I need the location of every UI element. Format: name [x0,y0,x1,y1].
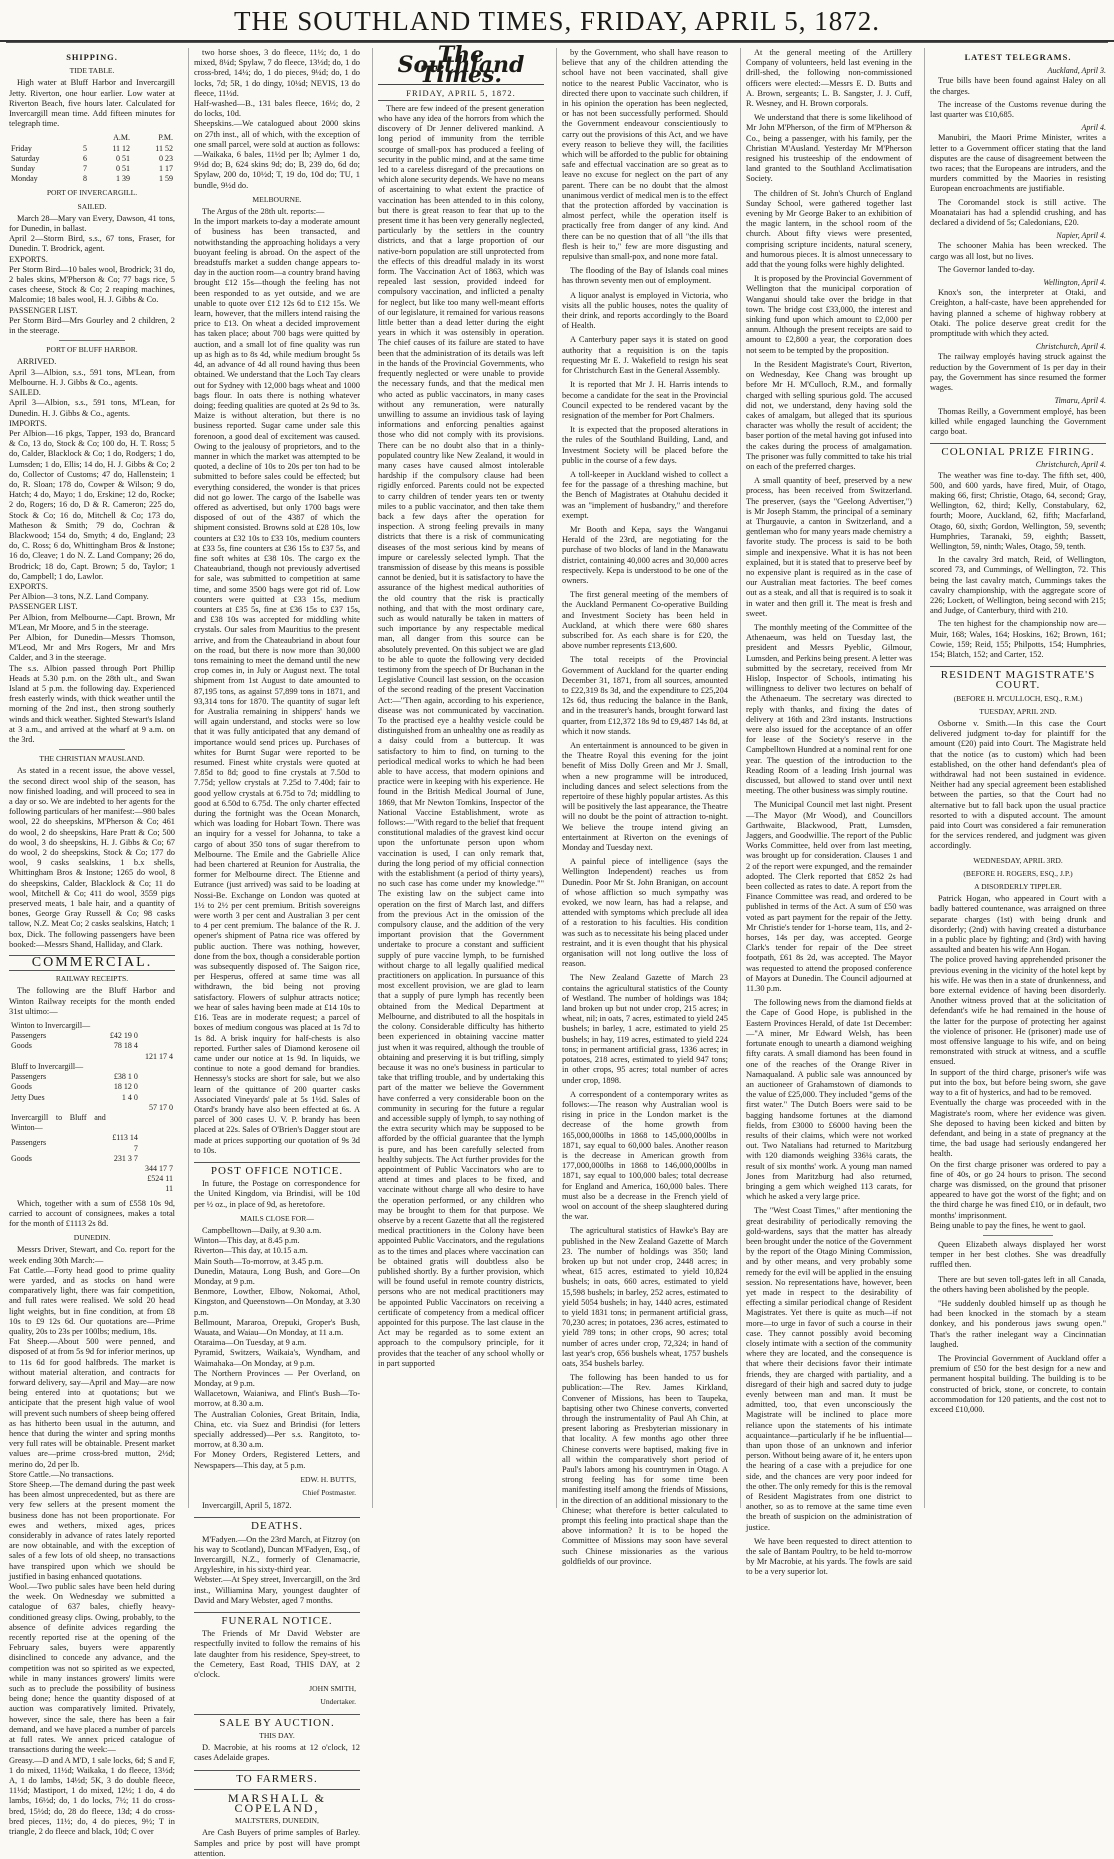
table-cell: Bluff to Invercargill— [11,1061,84,1071]
telegram-paragraph: True bills have been found against Haley on all the charges. [930,76,1106,96]
railway-intro: The following are the Bluff Harbor and Winton Railway receipts for the month ended 31st ultimo:— [9,986,175,1016]
table-cell [108,1174,140,1194]
rmc-case-2: Patrick Hogan, who appeared in Court with a badly battered countenance, was arraigned on three separate charges (1st) with being drunk and disorderly; (2nd) with having created a disturbance in a public place by fighting; and (3rd) with having assaulted and beaten his wife Ann Hogan. The police proved having apprehended prisoner the previous evening in the vicinity of the hotel kept by his wife. He was then in a state of drunkenness, and bore external evidence of having been disorderly. Another witness proved that at the solicitation of defendant's wife he had remained in the house of the latter for the purpose of protecting her against the violence of prisoner. He (prisoner) made use of most offensive language to his wife, and on being remonstrated with struck at witness, and a scuffle ensued. In support of the third charge, prisoner's wife was put into the box, but before being sworn, she gave way to a fit of hysterics, and had to be removed. Eventually the charge was proceeded with in the Magistrate's room, where her evidence was given. She deposed to having been kicked and bitten by defendant, and being in a state of pregnancy at the time, the bad usage had seriously endangered her health. On the first charge prisoner was ordered to pay a fine of 40s, or go 24 hours to prison. The second charge was dismissed, on the ground that prisoner appeared to have got the worst of the fight; and on the third charge he was fined £10, or in default, two months' imprisonment. Being unable to pay the fines, he went to gaol. [930,894,1106,1230]
table-cell [140,1093,175,1103]
rmc-case-1: Osborne v. Smith.—In this case the Court delivered judgment to-day for plaintiff for the amount (£20) paid into Court. The Magistrate held that the notice (as to custom) which had been established, on the other hand defendant's plea of withdrawal had not been sustained in evidence. Neither had any special agreement been established between the parties, so that the Court had no alternative but to fall back upon the usual practice resorted to with a disputed account. The amount paid into Court was considered a fair remuneration for the services rendered, and judgment was given accordingly. [930,718,1106,851]
paragraph: The Provincial Government of Auckland offer a premium of £50 for the best design for a new and permanent hospital building. The building is to be constructed of brick, stone, or concrete, to contain accommodation for 120 patients, and the cost not to exceed £10,000. [930,1353,1106,1414]
table-cell [140,1154,175,1164]
table-cell: Invercargill to Bluff and Winton— [11,1112,106,1133]
mails-heading: MAILS CLOSE FOR— [240,1213,314,1223]
telegram-dateline: Auckland, April 3. [1047,66,1106,76]
post-signature-title: Chief Postmaster. [302,1488,356,1498]
christian-mausland-text: As stated in a recent issue, the above vessel, the second direct wool ship of the season, has now finished loading, and will proceed to sea in a day or so. We are indebted to her agents for the following particulars of her manifest:—980 bales wool, 22 do sheepskins, M'Pherson & Co; 461 do wool, 2 do sheepskins, Hare Pratt & Co; 500 do wool, 3 do sheepskins, H. J. Gibbs & Co; 67 do wool, 2 do sheepskins, Stock & Co; 177 do wool, 9 casks sealskins, 1 b.x shells, Whittingham Bros & Instone; 1265 do wool, 8 do sheepskins, Calder, Blacklock & Co; 11 do wool, Mitchell & Co; 411 do wool, 3559 pigs preserved meats, 1 bale hair, and a quantity of bones, George Gray Russell & Co; 98 casks tallow, N.Z. Meat Co; 2 casks sealskins, Hatch; 1 box, Dick. The following passengers have been booked:—Messrs Shand, Halliday, and Clark. [9,766,175,949]
funeral-signature-title: Undertaker. [320,1697,356,1707]
table-row [9,1041,175,1051]
paragraph: In the Resident Magistrate's Court, Riverton, on Wednesday, Kee Chang was brought up before Mr H. M'Culloch, R.M., and formally charged with selling spurious gold. The accused did not, we understand, deny having sold the cakes of amalgam, but alleged that its spurious character was wholly the result of accident; the baser portion of the metal having got infused into the cakes during the process of amalgamation. The prisoner was fully committed to take his trial on each of the preferred charges. [746,359,912,471]
paragraph: A liquor analyst is employed in Victoria, who visits all the public houses, notes the quality of their drink, and reports accordingly to the Board of Health. [562,290,728,331]
telegram-paragraph: The railway employés having struck against the reduction by the Government of 1s per day in their pay, the Government has since resumed the former wages. [930,352,1106,393]
wool-continued-text: two horse shoes, 3 do fleece, 11½; do, 1 do mixed, 8¼d; Spylaw, 7 do fleece, 13½d; do, 1 do cross-bred, 14¼; do, 1 do pieces, 9¼d; do, 1 do locks, 7d; 5R, 1 do dingy, 10¼d; NEVIS, 13 do fleece, 11½d. Half-washed—B., 131 bales fleece, 16½; do, 2 do locks, 10d. Sheepskins.—We catalogued about 2000 skins on 27th inst., all of which, with the exception of one small parcel, were sold at auction as follows:—Waikaka, 6 bales, 11½d per lb; Aylmer 1 do, 9½d do; B, 624 skins 9d; do; B, 239 do, 6d do; Spylaw, 200 do, 10½d; T, 19 do, 10d do; TU, 1 bundle, 9½d do. [194,48,360,190]
table-cell: 5 [83,143,88,153]
telegram-dateline: April 4. [1081,123,1106,133]
latest-telegrams-heading: LATEST TELEGRAMS. [964,53,1072,62]
table-cell: 1 39 [116,174,131,184]
rmc-case-title: A DISORDERLY TIPPLER. [974,882,1062,892]
table-header-row [9,133,175,143]
paragraph: The following has been handed to us for publication:—The Rev. James Kirkland, Convener of Missions, has been to Taupeka, baptising other two Chinese converts, converted through the instrumentality of Paul Ah Chin, at present laboring as Presbyterian missionary in that locality. A few months ago other three Chinese converts were baptised, making five in all within the comparatively short period of Paul's labors among his countrymen in Otago. A strong feeling has for some time been manifesting itself among the friends of Missions, in the direction of an additional missionary to the Chinese; what therefore is better calculated to prompt this feeling into practical shape than the above information? It is to be hoped the Committee of Missions may soon have several such Chinese missionaries as the various goldfields of our province. [562,1373,728,1566]
table-row [9,174,175,184]
port-invercargill-text: March 28—Mary van Every, Dawson, 41 tons, for Dunedin, in ballast. April 2—Storm Bird, s.s., 67 tons, Fraser, for Dunedin. T. Brodrick, agent. EXPORTS. Per Storm Bird—10 bales wool, Brodrick; 31 do, 2 bales skins, M'Pherson & Co; 77 bags rice, 5 cases cheese, Stock & Co; 2 reaping machines, Malcomie; 18 bales wool, H. J. Gibbs & Co. PASSENGER LIST. Per Storm Bird—Mrs Gourley and 2 children, 2 in the steerage. [9,213,175,336]
rmc-heading: RESIDENT MAGISTRATE'S COURT. [930,666,1106,690]
section-heading-shipping: SHIPPING. [66,53,118,62]
table-row [9,1031,175,1041]
paper-title-gothic: The Southland Times. [378,50,544,85]
masthead-rule [6,42,1108,43]
table-cell [140,1072,175,1082]
table-cell: 0 51 [116,153,131,163]
table-cell: 1 59 [159,174,173,184]
table-row [9,164,175,174]
table-cell [108,1021,140,1031]
table-cell: Goods [11,1041,32,1051]
sale-heading: SALE BY AUCTION. [194,1714,360,1728]
table-cell [140,1041,175,1051]
deaths-text: M'Fadyen.—On the 23rd March, at Fitzroy (on his way to Scotland), Duncan M'Fadyen, Esq., of Invercargill, N.Z., formerly of Clenamacrie, Argyleshire, in his sixty-third year. Webster.—At Spey street, Invercargill, on the 3rd inst., Williamina Mary, youngest daughter of David and Mary Webster, aged 7 months. [194,1534,360,1605]
divider [59,340,125,341]
table-cell: Goods [11,1082,32,1092]
railway-receipts-heading: RAILWAY RECEIPTS. [55,974,129,984]
telegram-paragraph: The Governor landed to-day. [938,264,1035,274]
table-cell: Friday [11,143,32,153]
paragraph: A toll-keeper in Auckland wished to collect a fee for the passage of a threshing machine, but the Bench of Magistrates at Otahuhu decided it was an "implement of husbandry," and therefore exempt. [562,469,728,520]
melbourne-heading: MELBOURNE. [252,194,302,204]
table-row [9,1174,175,1194]
column-3 [372,42,549,1508]
table-row [9,1113,175,1133]
table-cell [9,1174,108,1194]
tide-intro: High water at Bluff Harbor and Invercargill Jetty. Riverton, one hour earlier. Low water at Riverton Beach, five hours later. Calculated for Invercargill mean time. Add fifteen minutes for telegraph time. [9,78,175,129]
port-invercargill-heading: PORT OF INVERCARGILL. [46,188,138,198]
paragraph: The following news from the diamond fields at the Cape of Good Hope, is published in the Eastern Provinces Herald, of date 1st December:—"A miner, Mr Edward Welsh, has been fortunate enough to unearth a diamond weighing fifty carats. A small diamond has been found in one of the reaches of the Orange River in Namaqualand. A public sale was announced by an auctioneer of Grahamstown of diamonds to the value of £25,000. They included "gems of the first water." The Dutch Boers were said to be bagging handsome fortunes at the diamond fields, from £3000 to £6000 having been the results of their claims, which were not worked out. Two Natalians had returned to Maritzburg with 120 diamonds weighing 336¼ carats, the result of six months' work. A young man named Jones from Maritzburg had also returned, bringing a gem which weighed 113 carats, for which he asked a very large price. [746,998,912,1202]
paragraph: It is proposed by the Provincial Government of Wellington that the municipal corporation of Wanganui should take over the bridge in that town. The bridge cost £33,000, the interest and sinking fund upon which amount to £2,000 per annum. Although the present receipts are said to amount to £2,800 a year, the corporation does not seem to be tempted by the proposition. [746,274,912,355]
telegram-dateline: Christchurch, April 4. [1035,342,1106,352]
table-cell [108,1062,140,1072]
table-row [9,1154,175,1164]
table-cell: Monday [11,174,38,184]
table-cell: Jetty Dues [11,1092,45,1102]
paragraph: A correspondent of a contemporary writes as follows:—The reason why Australian wool is rising in price in the London market is the decrease of the home growth from 165,000,000lbs in 1868 to 145,000,000lbs in 1871, say equal to 60,000 bales. Another reason is the decrease in American growth from 177,000,000lbs in 1868 to 146,000,000lbs in 1871, say equal to 100,000 bales; total decrease for England and America, 160,000 bales. There must also be a decrease in the French yield of wool on account of the sheep slaughtered during the war. [562,1089,728,1222]
paragraph: The "West Coast Times," after mentioning the great desirability of periodically removing the gold-wardens, says that the matter has already been brought under the notice of the Government by the report of the Otago Mining Commission, and by other means, and very probably some remedy for the evil will be applied in the ensuing session. No representations have, however, been yet made in respect to the desirability of effecting a similar periodical change of Resident Magistrates. Yet there is quite as much—if not more—to urge in favor of such a course in their case. They cannot possibly avoid becoming closely intimate with a section of the community where they are located, and the consequence is that where their decisions favor their intimate friends, they are charged with partiality, and a disregard of their high and sacred duty to judge evenly between man and man. It must be admitted, too, that even unconsciously the Magistrate will be inclined to place more reliance upon the statements of his intimate acquaintance—particularly if he be influential—than upon those of an unknown and inferior person. Without being aware of it, he enters upon the hearing of a case with a prejudice for one side, and the chances are very poor indeed for the other. The only remedy for this is the removal of Resident Magistrates from one district to another, so as to remove at the same time even the breath of suspicion on the administration of justice. [746,1206,912,1532]
table-row [9,1133,175,1153]
paragraph: The flooding of the Bay of Islands coal mines has thrown seventy men out of employment. [562,266,728,286]
table-cell: £42 19 0 [109,1031,138,1041]
table-cell [108,1052,140,1062]
paragraph: It is expected that the proposed alterations in the rules of the Southland Building, Land, and Investment Society will be placed before the public in the course of a few days. [562,425,728,465]
paragraph: "He suddenly doubled himself up as though he had been knocked in the stomach by a steam donkey, and his ponderous jaws swung open." That's the rather inelegant way a Cincinnatian laughed. [930,1298,1106,1349]
masthead [0,0,1114,42]
port-bluff-text: ARRIVED. April 3—Albion, s.s., 591 tons, M'Lean, from Melbourne. H. J. Gibbs & Co., agents. SAILED. April 3—Albion, s.s., 591 tons, M'Lean, for Dunedin. H. J. Gibbs & Co., agents. IMPORTS. Per Albion—16 pkgs, Tapper, 193 do, Brancard & Co, 13 do, Stock & Co; 100 do, H. T. Ross; 5 do, Calder, Blacklock & Co; 1 do, Rodgers; 1 do, Lumsden; 1 do, Ellis; 14 do, H. J. Gibbs & Co; 2 do, Collector of Customs; 47 do, Hallenstein; 1 do, R. Sloan; 178 do, Cowper & Wilson; 9 do, Hatch; 4 do, Mayo; 1 do, Erskine; 12 do, Rocke; 2 do, Rogers; 16 do, D & R. Cameron; 225 do, Stock & Co; 16 do, Mitchell & Co; 173 do, Matheson & Smith; 79 do, Cochran & Blackwood; 154 do, Smyth; 4 do, England; 23 do, C. Ross; 6 do, Whittingham Bros & Instone; 16 do, Cleave; 1 do N. Z. Land Company; 26 do, Brodrick; 18 do, Capt. Brown; 5 do, Taylor; 1 do, Campbell; 1 do, Lawlor. EXPORTS. Per Albion—3 tons, N.Z. Land Company. PASSENGER LIST. Per Albion, from Melbourne—Capt. Brown, Mr M'Lean, Mr Moore, and 5 in the steerage. Per Albion, for Dunedin—Messrs Thomson, M'Leod, Mr and Mrs Rogers, Mr and Mrs Calder, and 3 in the steerage. The s.s. Albion passed through Port Phillip Heads at 5.30 p.m. on the 28th ult., and Swan Island at 5 p.m. the following day. Experienced fresh easterly winds, with thick weather until the morning of the 2nd inst., then strong southerly winds and thick weather. Sighted Stewart's Island at 3 a.m., and arrived at the wharf at 9 a.m. on the 3rd. [9,357,175,744]
table-cell [108,1103,140,1113]
table-cell: 57 17 0 [149,1102,173,1112]
prize-place: Christchurch, April 4. [1035,460,1106,470]
table-cell [108,1164,140,1174]
post-signature: EDW. H. BUTTS, [300,1474,356,1484]
table-cell: 231 3 7 [113,1153,138,1163]
telegram-paragraph: Knox's son, the interpreter at Otaki, and Creighton, a half-caste, have been apprehended for having planned a scheme of highway robbery at Otaki. The police deserve great credit for the promptitude with which they acted. [930,288,1106,339]
table-cell: 7 [83,164,88,174]
table-cell [9,1164,108,1174]
divider [983,1235,1053,1236]
paragraph: A Canterbury paper says it is stated on good authority that a requisition is on the tapis requesting Mr E. J. Wakefield to resign his seat for Christchurch East in the General Assembly. [562,335,728,376]
table-cell: Saturday [11,153,40,163]
rmc-before: (BEFORE H. M'CULLOCH, ESQ., R.M.) [953,693,1083,703]
table-row [9,1072,175,1082]
miscellany-paragraphs [930,1240,1106,1415]
table-cell: Winton to Invercargill— [11,1021,91,1031]
column-header [73,133,89,143]
telegram-dateline: Wellington, April 4. [1043,278,1106,288]
railway-table [9,1021,175,1194]
paragraph: The weather was fine to-day. The fifth set, 400, 500, and 600 yards, have fired, Muir, of Otago, making 66, first; Christie, Otago, 64, second; Gray, Wellington, 62, third; Kelly, Constabulary, 62, fourth; Moore, Auckland, 62, fifth; Macfarland, Otago, 60, sixth; Gordon, Wellington, 59, seventh; Humphries, Taranaki, 59, eighth; Bassett, Wellington, 59, ninth; Wales, Otago, 59, tenth. [930,470,1106,551]
table-cell: 121 17 4 [145,1051,173,1061]
sailed-label: SAILED. [77,201,107,211]
table-cell: Passengers [11,1031,47,1041]
table-cell: 1 17 [159,164,173,174]
table-row [9,1164,175,1174]
rmc-date-2: WEDNESDAY, APRIL 3RD. [973,855,1063,865]
paragraph: Mr Booth and Kepa, says the Wanganui Herald of the 23rd, are negotiating for the purchase of two blocks of land in the Manawatu district, containing 40,000 acres and 30,000 acres respectively. Kepa is understood to be one of the owners. [562,524,728,585]
telegrams [930,66,1106,437]
telegram-paragraph: The Coromandel stock is still active. The Moanataiari has had a splendid crushing, and has declared a dividend of 5s; Caledonians, £20. [930,197,1106,228]
table-cell: 18 12 0 [113,1082,138,1092]
paragraph: The agricultural statistics of Hawke's Bay are published in the New Zealand Gazette of March 23. The number of holdings was 350; land broken up but not under crop, 2448 acres; in wheat, 615 acres, estimated to yield 10,824 bushels; in oats, 660 acres, estimated to yield 15,598 bushels; in barley, 252 acres, estimated to yield 5054 bushels; in hay, 1440 acres, estimated to yield 1831 tons; in permanent artificial grass, 70,230 acres; in potatoes, 236 acres, estimated to yield 789 tons; in other crops, 90 acres; total number of acres under crop, 72,324; in hand of last year's crop, 656 bushels wheat, 1757 bushels oats, 354 bushels barley. [562,1226,728,1368]
deaths-heading: DEATHS. [194,1517,360,1531]
table-cell: 344 17 7 [145,1163,173,1173]
table-cell [140,1113,175,1133]
sale-text: D. Macrobie, at his rooms at 12 o'clock, 12 cases Adelaide grapes. [194,1743,360,1763]
paragraph: The total receipts of the Provincial Government of Auckland for the quarter ending December 31, 1871, from all sources, amounted to £22,319 8s 3d, and the expenditure to £25,204 12s 6d, thus reducing the balance in the Bank, and in the treasurer's hands, brought forward last quarter, from £12,372 18s 9d to £9,487 14s 8d, at which it now stands. [562,655,728,736]
telegram-dateline: Napier, April 4. [1056,231,1106,241]
marshall-copeland-heading: MARSHALL & COPELAND, [194,1789,360,1813]
post-office-text: In future, the Postage on correspondence for the United Kingdom, via Brindisi, will be 10d per ½ oz., in place of 9d, as heretofore. [194,1179,360,1209]
tide-table-heading: TIDE TABLE. [69,66,115,76]
table-cell: 8 [83,174,88,184]
column-4 [556,48,733,1566]
column-header: P.M. [158,133,173,143]
table-cell: £38 1 0 [113,1072,138,1082]
table-row [9,1052,175,1062]
section-heading-commercial: COMMERCIAL. [9,955,175,971]
telegram-paragraph: The schooner Mahia has been wrecked. The cargo was all lost, but no lives. [930,241,1106,261]
table-cell [9,1103,108,1113]
newspaper-title: THE SOUTHLAND TIMES, FRIDAY, APRIL 5, 1872. [233,6,881,36]
leader-article [378,104,544,1369]
farmers-heading: TO FARMERS. [194,1770,360,1784]
paragraph: There are few indeed of the present generation who have any idea of the horrors from which the discovery of Dr Jenner delivered mankind. A long period of immunity from the terrible scourge of small-pox has produced a feeling of security in the public mind, and at the same time led to a careless disregard of the precautions on which alone security depends. We have no means of ascertaining to what extent the practice of vaccination has been attended to in this colony, but there is great reason to fear that up to the present time it has been very generally neglected, particularly by the settlers in the country districts, and that a large proportion of our native-born population are still unprotected from the effects of this dreadful malady in its worst form. The Vaccination Act of 1863, which was repealed last session, provided indeed for compulsory vaccination, and inflicted a penalty for neglect, but like too many well-meant efforts of our legislature, it remained for various reasons little better than a dead letter during the eight years in which it was ostensibly in operation. The chief causes of its failure are stated to have been that the administration of its details was left in the hands of the Provincial Governments, who frequently neglected or were unable to provide the necessary funds, and that the medical men who acted as public vaccinators, in many cases without any remuneration, were naturally unwilling to assume an invidious task of laying informations and enforcing penalties against those who did not comply with its provisions. There can be no doubt also that in a thinly-populated country like New Zealand, it would in many cases have caused almost intolerable hardship if the compulsory clause had been rigidly enforced. Parents could not be expected to carry children of tender years ten or twenty miles to a public vaccinator, and then take them back a few days after the operation for inspection. A strong feeling prevails in many districts that there is a risk of communicating diseases of the most serious kind by means of impure or carelessly selected lymph. That the transmission of disease by this means is possible cannot be denied, but it is satisfactory to have the assurance of the highest medical authorities of the old country that the risk is practically nothing, and that with the most ordinary care, such as would naturally be taken in matters of such importance by any respectable medical man, all danger from this source can be absolutely prevented. On this subject we are glad to be able to quote the following very decided testimony from the speech of Dr Buchanan in the Legislative Council last session, on the occasion of the second reading of the present Vaccination Act:—"Then again, according to his experience, disease was not communicated by vaccination. To the practised eye a healthy vesicle could be distinguished from an unhealthy one as readily as a daisy could from a buttercup. It was satisfactory to him to find, on turning to the periodical medical works to which he had been able to have access, that modern opinions and practice were in keeping with his experience. He found in the British Medical Journal of June, 1869, that Mr Newton Tomkins, Inspector of the National Vaccine Establishment, wrote as follows:—"With regard to the belief that frequent constitutional maladies of the gravest kind occur upon the unfortunate person upon whom vaccination is used, I can only remark that, during the long period of my official connection with the establishment (a period of thirty years), no such case has come under my knowledge."" The existing law on the subject came into operation on the first of March last, and differs from the previous Act in the omission of the compulsory clause, and the addition of the very important provision that the Government undertake to procure a constant and sufficient supply of pure vaccine lymph, to be furnished without charge to all legally qualified medical practitioners on application. In pursuance of this most excellent provision, we are glad to learn that a supply of pure lymph has recently been obtained from the Medical Department at Melbourne, and distributed to all the hospitals in the colony. Considerable difficulty has hitherto been experienced in obtaining vaccine matter just when it was required, although the trouble of obtaining and preserving it is but trifling, simply because it was no one's business in particular to take that trifling trouble, and by undertaking this part of the matter we believe the Government have conferred a very considerable boon on the community in securing for the future a regular and accessible supply of lymph, to say nothing of the extra security which may be supposed to be afforded by the official guarantee that the lymph is pure, and has been carefully selected from healthy subjects. The Act further provides for the appointment of Public Vaccinators who are to attend at times and places to be fixed, and vaccinate without charge all who desire to have the operation performed, or any children who may be brought to them for that purpose. We observe by a recent Gazette that all the registered medical practitioners in the Colony have been appointed Public Vaccinators, and the regulations as to the times and places where vaccination can be obtained gratis will doubtless also be published shortly. By a further provision, which will be found useful in remote country districts, persons who are not medical practitioners may be appointed Public Vaccinators on receiving a certificate of competency from a medical officer appointed for this purpose. The last clause in the Act may be regarded as to some extent an approach to the compulsory principle, for it provides that the teacher of any school wholly or in part supported [378,103,544,1368]
funeral-text: The Friends of Mr David Webster are respectfully invited to follow the remains of his late daughter from his residence, Spey-street, to the Cemetery, East Road, THIS DAY, at 2 o'clock. [194,1629,360,1680]
leader-dateline: FRIDAY, APRIL 5, 1872. [378,88,544,101]
paragraph: The first general meeting of the members of the Auckland Permanent Co-operative Building and Investment Society has been held in Auckland, at which there were 680 shares subscribed for. As each share is for £20, the above number represents £13,600. [562,590,728,651]
melbourne-text: The Argus of the 28th ult. reports:— In the import markets to-day a moderate amount of business has been transacted, and notwithstanding the approaching holidays a very buoyant feeling is abroad. On the aspect of the breadstuffs market a sudden change appears to-day in the auction room—a country brand having brought £12 15s—though the feeling has not been responded to as yet outside, and we are unable to quote over £12 12s 6d to £12 15s. We learn, however, that the millers intend raising the price to £13. On wheat a decided improvement has taken place; about 700 bags were quitted by auction, and a small lot of fine quality was run up as high as to 8s 4d, while medium brought 5s 4d, an advance of 4d all round having thus been obtained. We understand that the Loch Tay clears out for Sydney with 12,000 bags wheat and 1000 bags flour. In oats there is nothing whatever doing; feeding qualities are quoted at 2s 9d to 3s. Maize is without alteration, but there is no business reported. Sugar came under sale this forenoon, a good deal of excitement was caused. Owing to the jealousy of proprietors, and to the manner in which the market was attempted to be quoted, a decline of 10s to 20s per ton had to be submitted to before sales could be effected; but everything considered, the wonder is that prices did not go lower. The cargo of the Isabelle was offered as advertised, but only 1700 bags were disposed of out of the 4387 of which the shipment consisted. Browns sold at £28 10s, low counters at £32 10s to £33 10s, medium counters at £33 5s, fine counters at £36 15s to £37 5s, and fine soft whites at £38 10s. The cargo ex the Chateaubriand, though not previously advertised for sale, was submitted to competition at same time, and some 3500 bags were got rid of. Low counters were quitted at £33 15s, medium counters at £35 5s, fine at £36 15s to £37 15s, and £38 10s was accepted for middling white crystals. Our sales from Mauritius to the present arrive, and from the Chateaubriand in about four on the road, but there is now more than 30,000 tons remaining to meet the demand until the new crop comes in, in July or August next. The total shipment from 1st August to date amounted to 87,195 tons, as against 57,899 tons in 1871, and 93,314 tons for 1870. The quantity of sugar left for Australia remaining in shippers' hands we will again understand, and stocks were so low that it was fully anticipated that any demand of importance would send prices up. Purchases of whites for Burnt Sugar were reported to be resumed. Finest white crystals were quoted at 7.85d to 8d; good to fine crystals at 7.50d to 7.75d; yellow crystals at 7.25d to 7.40d; fair to good yellow crystals at 6.75d to 7d; middling to good at 6.50d to 6.75d. The only charter effected during the fortnight was the Ocean Monarch, which was loading for Hobart Town. There was an inquiry for a vessel for Johanna, to take a cargo of about 350 tons of sugar therefrom to Melbourne. The Emile and the Gabrielle Alice had been chartered at Reunion for Australia, the former for Melbourne direct. The Etienne and Eutrance (just arrived) was said to be loading at Nossi-Be. Exchange on London was quoted at 1½ to 2½ per cent premium. British sovereigns were worth 3 per cent and Australian 3 per cent to 4 per cent premium. The balance of the R. J. opener's shipment of Patna rice was offered by public auction. There was nothing, however, done from the box, though a considerable portion was subsequently disposed of. The Saigon rice, per Hesperus, offered at same time was all withdrawn, the bid being not proving satisfactory. Flowers of sulphur attracts notice; we hear of sales having been made at £14 10s to £16. Teas are in moderate request; a parcel of boxes of medium congous was placed at 1s 7d to 1s 8d. A brisk inquiry for half-chests is also reported. Further sales of Diamond kerosene oil came under our notice at 1s 9d. In liquids, we continue to note a good demand for brandies. Hennessy's stocks are short for sale, but we also learn of the quittance of 200 quarter casks Associated Vineyards' pale at 5s 1½d. Sales of Otard's brandy have also been effected at 6s. A parcel of 300 cases U. V. P. brandy has been placed at 22s. Sales of O'Brien's Dagger stout are made at prices supporting our quotation of 9s 3d to 10s. [194,207,360,1155]
rmc-date-1: TUESDAY, APRIL 2ND. [979,706,1057,716]
paragraph: We have been requested to direct attention to the sale of Bantam Poultry, to be held to-morrow by Mr Macrobie, at his yards. The fowls are said to be a very superior lot. [746,1536,912,1577]
table-cell: 0 23 [159,153,173,163]
table-row [9,1082,175,1092]
telegram-paragraph: Manubiri, the Maori Prime Minister, writes a letter to a Government officer stating that the land disputes are the cause of disagreement between the two races; that the Europeans are intruders, and the murders committed by the Maories in resisting European encroachments are justifiable. [930,133,1106,194]
table-cell: 6 [83,153,88,163]
paragraph: In the cavalry 3rd match, Reid, of Wellington, scored 73, and Cummings, of Wellington, 72. This being the last cavalry match, Cummings takes the cavalry championship, with the aggregate score of 226; Lockett, of Wellington, being second with 215; and Judge, of Canterbury, third with 210. [930,555,1106,616]
table-cell [9,1052,108,1062]
paragraph: The Municipal Council met last night. Present—The Mayor (Mr Wood), and Councillors Garthwaite, Blackwood, Pratt, Lumsden, Jaggers, and Goodwillie. The report of the Public Works Committee, held over from last meeting, was brought up for consideration. Clauses 1 and 2 of the report were expunged, and the remainder adopted. The Clerk reported that £852 2s had been collected as rates to date. A report from the Finance Committee was read, and ordered to be published in terms of the Act. A sum of £50 was voted as part payment for the repair of the Jetty. Mr Christie's tender for 1-horse team, 11s, and 2-horses, 14s per day, was accepted. George Clark's tender for repair of the Dee street footpath, £61 8s 2d, was accepted. The Mayor was requested to attend the proposed conference of Mayors at Dunedin. The Council adjourned at 11.30 p.m. [746,800,912,994]
table-row [9,1021,175,1031]
paragraph: The ten highest for the championship now are—Muir, 168; Wales, 164; Hoskins, 162; Brown, 161; Cowie, 159; Reid, 155; Philpotts, 154; Humphries, 154; Blatch, 152; and Carter, 152. [930,619,1106,659]
table-row [9,144,175,154]
dunedin-text: Messrs Driver, Stewart, and Co. report for the week ending 30th March:— Fat Cattle.—Forty head good to prime quality were yarded, and as stocks on hand were comparatively light, there was fair competition, and full rates were realised. We sold 20 head light weights, but in fine condition, at from £8 10s to £9 12s 6d. Our quotations are—Prime quality, 20s to 23s per 100lbs; medium, 18s. Fat Sheep.—About 500 were penned, and disposed of at from 5s 9d for inferior merinos, up to 11s 6d for good halfbreds. The market is without material alteration, and contracts for forward delivery, say—April and May—are now being entered into at quotations; but we anticipate that the present high value of wool will prevent such numbers of sheep being offered as has hitherto been usual in the autumn, and hence that during the winter and spring months very full rates will be obtainable. Present market values are—prime cross-bred mutton, 2½d; merino do, 2d per lb. Store Cattle.—No transactions. Store Sheep.—The demand during the past week has been almost unprecedented, but as there are very few sellers at the present moment the business done has not been proportionate. For ewes and wethers, mixed ages, prices considerably in advance of rates lately reported are now obtainable, and with the exception of sales of a few lots of old sheep, no transactions have transpired upon which we should be justified in basing enhanced quotations. Wool.—Two public sales have been held during the week. On Wednesday we submitted a catalogue of 637 bales, chiefly heavy-conditioned greasy clips. Owing, probably, to the absence of definite advices regarding the recently reported rise at the opening of the February sales, buyers were apparently disinclined to concede any advance, and the competition was not so spirited as we expected, while in many instances growers' limits were such as to preclude the possibility of business being done; hence the quantity disposed of at auction was comparatively limited. Privately, however, since the sale, there has been a fair demand, and we have placed a number of parcels at full rates. We annex priced catalogue of transactions during the week:— Greasy.—D and A M'D, 1 sale locks, 6d; S and F, 1 do mixed, 11½d; Waikaka, 1 do fleece, 13½d; A, 1 do lambs, 14½d; 5K, 3 do double fleece, 11½d; Mastiport, 1 do mixed, 12½; 1 do, 4 do lambs, 16½d; do, 1 do locks, 7½; 11 do cross-bred, 15½d; do, 28 do fleece, 13d; 4 do cross-bred pieces, 11½; do, 4 do pieces, 9½; T in triangle, 2 do fleece and black, 10d; C over [9,1245,175,1836]
post-date: Invercargill, April 5, 1872. [202,1501,292,1511]
paragraph: Queen Elizabeth always displayed her worst temper in her best clothes. She was dreadfully ruffled then. [930,1239,1106,1270]
telegram-dateline: Timaru, April 4. [1054,396,1106,406]
rmc-before-2: (BEFORE H. ROGERS, ESQ., J.P.) [963,868,1073,878]
table-cell [140,1062,175,1072]
table-cell: 78 18 4 [113,1041,138,1051]
paragraph: There are but seven toll-gates left in all Canada, the others having been abolished by the people. [930,1274,1106,1294]
dunedin-heading: DUNEDIN. [73,1233,111,1243]
prize-firing-heading: COLONIAL PRIZE FIRING. [930,443,1106,457]
telegram-paragraph: The increase of the Customs revenue during the last quarter was £10,685. [930,99,1106,120]
table-row [9,1062,175,1072]
column-1 [4,48,180,1836]
table-row [9,1103,175,1113]
news-paragraphs [562,48,728,1567]
table-cell: 11 12 [112,143,131,153]
paragraph: The monthly meeting of the Committee of the Athenaeum, was held on Tuesday last, the president and Messrs Pyeblic, Gilmour, Lumsden, and Perkins being present. A letter was submitted by the secretary, received from Mr Hislop, Inspector of Schools, intimating his willingness to deliver two lectures on behalf of the Athenaeum. The secretary was directed to reply with thanks, and fixing the dates of delivery at 16th and 23rd instants. Instructions were also issued for the acceptance of an offer for lease of the Society's reserve in the Campbelltown Hundred at a nominal rent for one year. The question of the introduction to the Reading Room of a leading Irish journal was discussed, but allowed to stand over until next meeting. The other business was simply routine. [746,622,912,796]
table-row [9,1093,175,1103]
paragraph: by the Government, who shall have reason to believe that any of the children attending the school have not been vaccinated, shall give notice to the nearest Public Vaccinator, who is directed there upon to vaccinate such children, if in his opinion the operation has been neglected, or has not been successfully performed. Should the Government endeavour conscientiously to carry out the provisions of this Act, and we have every reason to believe they will, the facilities which will be afforded to the public for obtaining safe and effectual vaccination are so great as to leave no excuse for neglect on the part of any parent. There can be no doubt that the almost unanimous verdict of medical men is to the effect that the protection afforded by vaccination is almost perfect, while the operation itself is practically free from danger of any kind. And there can be no question that of all "the ills that flesh is heir to," few are more disgusting and repulsive than small-pox, and none more fatal. [562,48,728,262]
column-header: A.M. [113,133,131,143]
paragraph: A small quantity of beef, preserved by a new process, has been received from Switzerland. The preserver, (says the "Geelong Advertiser,") is Mr Joseph Stamm, the principal of a seminary at Thurgauvie, a canton in Switzerland, and a gentleman who for many years made chemistry a favorite study. The process is said to be both simple and inexpensive. What it is has not been explained, but it is stated that to preserve beef by no expensive plant is required as in the case of our Australian meat factories. The beef comes out as a steak, and all that is required is to soak it in water and then grill it. The meat is fresh and sweet. [746,476,912,618]
paragraph: A painful piece of intelligence (says the Wellington Independent) reaches us from Dunedin. Poor Mr St. John Branigan, on account of whose affliction so much sympathy was evoked, we now learn, has had a relapse, and attended with symptoms which preclude all idea of a restoration to his faculties. His condition was such as to necessitate his being placed under restraint, and it is even thought that his physical organisation will not long outlive the loss of reason. [562,857,728,969]
funeral-signature: JOHN SMITH, [309,1684,356,1694]
table-cell [140,1133,175,1153]
table-cell: Passengers [11,1072,47,1082]
funeral-heading: FUNERAL NOTICE. [194,1612,360,1626]
table-cell: Sunday [11,164,35,174]
table-cell [108,1113,140,1133]
table-cell: Passengers [11,1138,47,1148]
sale-day: THIS DAY. [259,1730,295,1740]
table-cell [140,1082,175,1092]
tide-table [9,133,175,184]
paragraph: We understand that there is some likelihood of Mr John M'Pherson, of the firm of M'Pherson & Co., being a passenger, with his family, per the Christian M'Ausland. Yesterday Mr M'Pherson resigned his trusteeship of the endowment of land granted to the Southland Acclimatisation Society. [746,113,912,184]
christian-mausland-heading: THE CHRISTIAN M'AUSLAND. [39,754,145,764]
column-5 [740,48,917,1577]
paragraph: At the general meeting of the Artillery Company of volunteers, held last evening in the drill-shed, the following non-commissioned officers were elected:—Messrs E. D. Butts and A. Brown, sergeants; L. B. Sangster, J. J. Cuff, R. Wesney, and H. Brown corporals. [746,48,912,109]
column-header [9,133,73,143]
divider [59,749,125,750]
table-cell [140,1031,175,1041]
table-cell: Goods [11,1153,32,1163]
marshall-text: Are Cash Buyers of prime samples of Barley. Samples and price by post will have prompt attention. [194,1828,360,1858]
post-office-heading: POST OFFICE NOTICE. [194,1162,360,1176]
mails-text: Campbelltown—Daily, at 9.30 a.m. Winton—This day, at 8.45 p.m. Riverton—This day, at 10.15 a.m. Main South—To-morrow, at 3.45 p.m. Dunedin, Mataura, Long Bush, and Gore—On Monday, at 9 p.m. Benmore, Lowther, Elbow, Nokomai, Athol, Kingston, and Queenstown—On Monday, at 3.30 p.m. Bellmount, Mararoa, Orepuki, Groper's Bush, Wauata, and Waiau—On Monday, at 11 a.m. Otaraima—On Tuesday, at 9 a.m. Pyramid, Switzers, Waikaia's, Wyndham, and Waimahaka—On Monday, at 9 p.m. The Northern Provinces — Per Overland, on Monday, at 9 p.m. Wallacetown, Waianiwa, and Flint's Bush—To-morrow, at 8.30 a.m. The Australian Colonies, Great Britain, India, China, etc. via Suez and Brindisi (for letters specially addressed)—Per s.s. Rangitoto, to-morrow, at 8.30 a.m. For Money Orders, Registered Letters, and Newspapers—This day, at 5 p.m. [194,1225,361,1470]
railway-tail: Which, together with a sum of £558 10s 9d, carried to account of consignees, makes a total for the month of £1113 2s 8d. [9,1198,175,1228]
paragraph: The New Zealand Gazette of March 23 contains the agricultural statistics of the County of Westland. The number of holdings was 184; land broken up but not under crop, 215 acres; in wheat, nil; in oats, 7 acres, estimated to yield 245 bushels; in barley, 1 acre, estimated to yield 25 bushels; in hay, 119 acres, estimated to yield 224 tons; in permanent artificial grass, 1336 acres; in potatoes, 218 acres, estimated to yield 947 tons; in other crops, 95 acres; total number of acres under crop, 1898. [562,973,728,1085]
table-row [9,154,175,164]
column-2 [188,48,365,1858]
paragraph: An entertainment is announced to be given in the Theatre Royal this evening for the joint benefit of Miss Dolly Green and Mr J. Small, when a new programme will be introduced, including dances and select selections from the repertoire of these highly popular artistes. As this will be positively the last appearance, the Theatre will no doubt be the point of attraction to-night. We believe the troupe intend giving an entertainment at Riverton on the evenings of Monday and Tuesday next. [562,741,728,853]
table-cell: 11 52 [155,143,173,153]
table-cell [140,1021,175,1031]
maltsters-subheading: MALTSTERS, DUNEDIN, [235,1816,319,1826]
telegram-paragraph: Thomas Reilly, a Government employé, has been killed while engaged launching the Government cargo boat. [930,406,1106,436]
prize-firing-paragraphs [930,471,1106,661]
table-cell: 0 51 [116,164,131,174]
port-bluff-heading: PORT OF BLUFF HARBOR. [46,345,138,355]
table-cell: 1 4 0 [121,1092,138,1102]
table-cell: £113 14 7 [112,1133,138,1153]
paragraph: The children of St. John's Church of England Sunday School, were gathered together last evening by Mr George Baker to an exhibition of the magic lantern, in the school room of the church. About fifty views were presented, comprising scripture incidents, natural scenery, and humorous pieces. It is almost unnecessary to add that the young folks were highly delighted. [746,188,912,270]
local-news-paragraphs [746,48,912,1578]
table-cell: £524 11 11 [147,1174,173,1194]
paragraph: It is reported that Mr J. H. Harris intends to become a candidate for the seat in the Provincial Council expected to be rendered vacant by the resignation of the member for Port Chalmers. [562,380,728,420]
column-6 [924,48,1111,1508]
